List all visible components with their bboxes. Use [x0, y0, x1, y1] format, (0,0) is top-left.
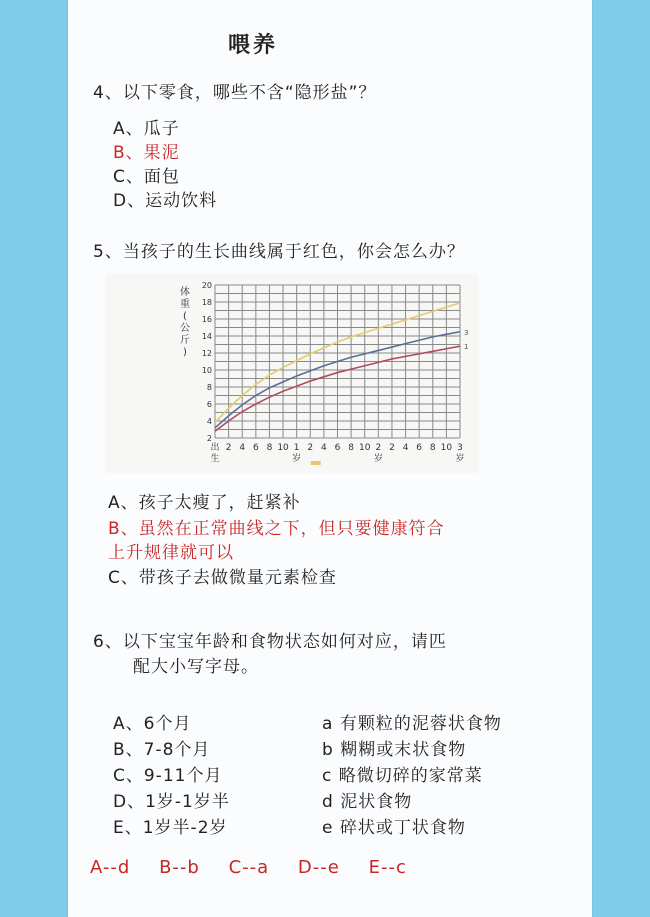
q4-option-b: B、果泥: [113, 143, 180, 163]
x-tick-label: 4: [402, 443, 409, 453]
x-tick-label: 生: [210, 454, 220, 464]
growth-chart-svg: [105, 273, 479, 473]
y-tick-label: 12: [201, 349, 212, 358]
x-tick-label: 2: [307, 443, 314, 453]
q4-option-d: D、运动饮料: [113, 191, 218, 211]
x-tick-label: 8: [266, 443, 273, 453]
x-tick-label: 2: [225, 443, 232, 453]
x-tick-label: 3: [457, 443, 463, 453]
q4-option-a: A、瓜子: [113, 119, 180, 139]
x-tick-label: 1: [293, 443, 300, 453]
y-tick-label: 16: [201, 315, 212, 324]
food-option-d: d 泥状食物: [322, 792, 413, 812]
y-tick-label: 14: [201, 332, 212, 341]
age-option-d: D、1岁-1岁半: [113, 792, 230, 812]
axis-highlight-marker: [311, 461, 321, 465]
x-tick-label: 出: [210, 443, 220, 453]
answer-e: E--c: [368, 857, 407, 878]
x-tick-label: 8: [429, 443, 436, 453]
y-axis-label: 斤: [180, 335, 190, 346]
y-axis-label: ): [183, 347, 187, 358]
y-tick-label: 20: [201, 281, 212, 290]
age-option-e: E、1岁半-2岁: [113, 818, 228, 838]
answer-a: A--d: [90, 857, 131, 878]
age-option-b: B、7-8个月: [113, 740, 211, 760]
x-tick-label: 6: [334, 443, 341, 453]
x-tick-label: 10: [440, 443, 453, 453]
age-option-a: A、6个月: [113, 714, 192, 734]
q5-option-a: A、孩子太瘦了，赶紧补: [108, 493, 301, 513]
y-tick-label: 8: [206, 383, 212, 392]
q4-option-c: C、面包: [113, 167, 180, 187]
growth-chart: [105, 273, 479, 473]
x-tick-label: 10: [277, 443, 289, 453]
x-tick-label: 岁: [292, 454, 302, 464]
x-tick-label: 8: [348, 443, 354, 453]
page-title: 喂养: [228, 33, 279, 58]
question-4: 4、以下零食，哪些不含“隐形盐”？: [93, 83, 377, 103]
q5-option-b-line1: B、虽然在正常曲线之下，但只要健康符合: [108, 519, 445, 539]
y-tick-label: 6: [206, 400, 212, 409]
x-tick-label: 6: [252, 443, 259, 453]
q5-option-b-line2: 上升规律就可以: [108, 543, 234, 563]
y-axis-label: (: [183, 311, 187, 322]
question-5: 5、当孩子的生长曲线属于红色，你会怎么办？: [93, 242, 465, 262]
answer-d: D--e: [297, 857, 340, 878]
food-option-b: b 糊糊或末状食物: [322, 740, 467, 760]
food-option-a: a 有颗粒的泥蓉状食物: [322, 714, 502, 734]
q5-option-c: C、带孩子去做微量元素检查: [108, 568, 337, 588]
y-axis-label: 体: [180, 287, 190, 298]
x-tick-label: 2: [389, 443, 395, 453]
x-tick-label: 4: [239, 443, 246, 453]
answer-b: B--b: [159, 857, 200, 878]
x-tick-label: 2: [375, 443, 382, 453]
age-option-c: C、9-11个月: [113, 766, 223, 786]
answer-c: C--a: [228, 857, 270, 878]
curve-end-label: 3: [464, 328, 469, 337]
x-tick-label: 6: [416, 443, 423, 453]
food-option-e: e 碎状或丁状食物: [322, 818, 466, 838]
x-tick-label: 岁: [373, 454, 383, 464]
question-6-line1: 6、以下宝宝年龄和食物状态如何对应，请匹: [93, 632, 447, 652]
curve-end-label: 1: [464, 343, 469, 352]
y-tick-label: 4: [206, 417, 212, 426]
y-tick-label: 18: [201, 298, 212, 307]
y-tick-label: 10: [201, 366, 212, 375]
x-tick-label: 岁: [455, 454, 465, 464]
x-tick-label: 10: [358, 443, 371, 453]
x-tick-label: 4: [321, 443, 327, 453]
question-6-line2: 配大小写字母。: [133, 657, 259, 677]
y-axis-label: 公: [180, 323, 190, 334]
q6-answer-key: [90, 857, 429, 878]
y-tick-label: 2: [206, 434, 212, 443]
y-axis-label: 重: [180, 299, 190, 310]
food-option-c: c 略微切碎的家常菜: [322, 766, 483, 786]
